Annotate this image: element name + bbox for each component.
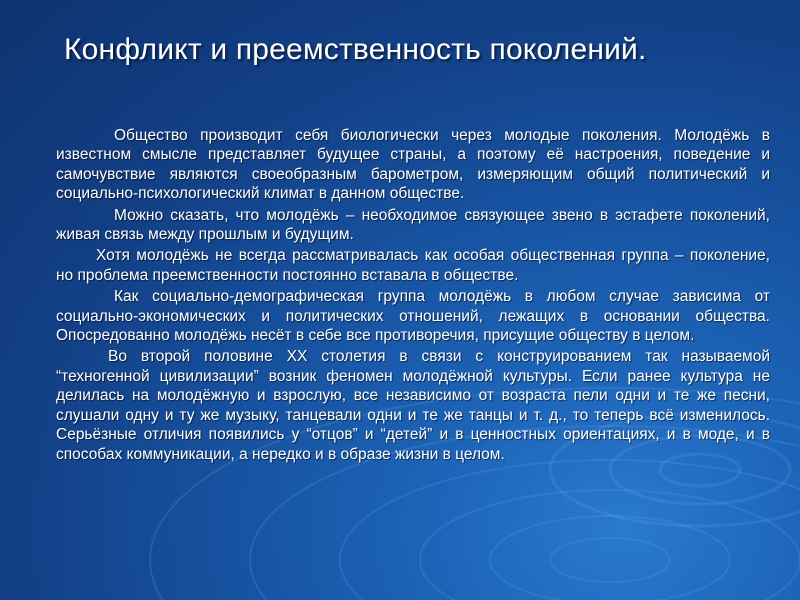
paragraph-3: Хотя молодёжь не всегда рассматривалась как особая общественная группа – поколение, но проблема преемственности постоянно вставала в обществе. (56, 247, 770, 284)
slide-body (56, 126, 770, 466)
paragraph-2: Можно сказать, что молодёжь – необходимое связующее звено в эстафете поколений, живая связь между прошлым и будущим. (56, 206, 770, 244)
paragraph-5: Во второй половине XX столетия в связи с конструированием так называемой “техногенной цивилизации” возник феномен молодёжной культуры. Если ранее культура не делилась на молодёжную и взрослую, все независимо от возраста пели одни и те же песни, слушали одну и ту же музыку, танцевали одни и те же танцы и т. д., то теперь всё изменилось. Серьёзные отличия появились у “отцов” и “детей” и в ценностных ориентациях, и в моде, и в способах коммуникации, а нередко и в образе жизни в целом. (56, 348, 770, 463)
paragraph-1: Общество производит себя биологически через молодые поколения. Молодёжь в известном смысле представляет будущее страны, а поэтому её настроения, поведение и самочувствие являются своеобразным барометром, измеряющим общий политический и социально-психологический климат в данном обществе. (56, 127, 770, 203)
paragraph-4: Как социально-демографическая группа молодёжь в любом случае зависима от социально-экономических и политических отношений, лежащих в основании общества. Опосредованно молодёжь несёт в себе все противоречия, присущие обществу в целом. (56, 288, 770, 345)
slide-title: Конфликт и преемственность поколений. (64, 33, 647, 66)
